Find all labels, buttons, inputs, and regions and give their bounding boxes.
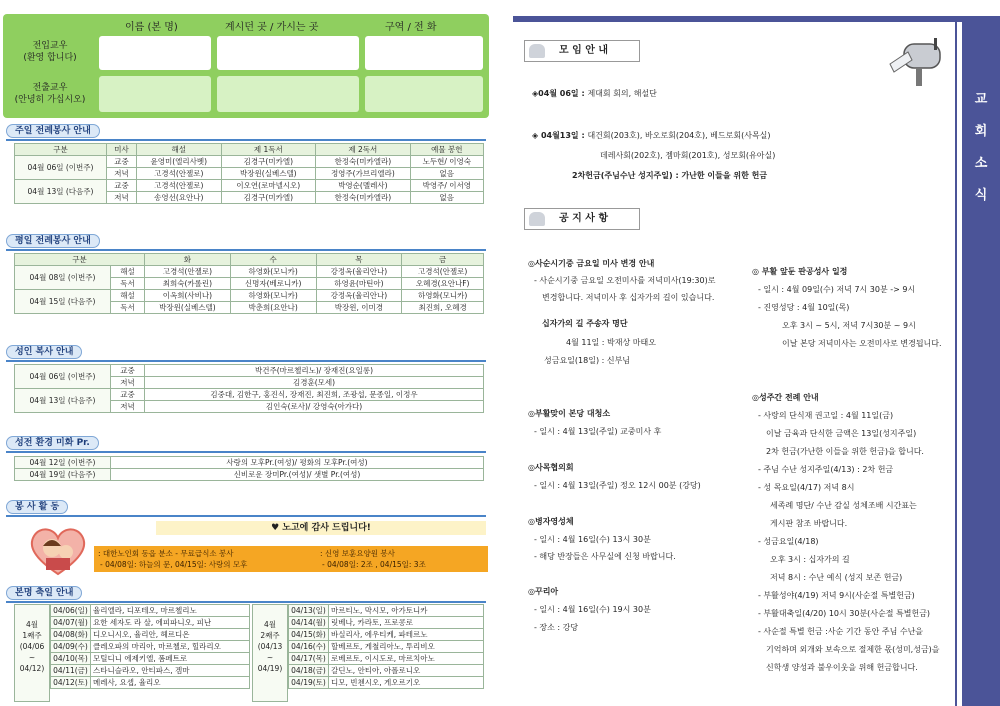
speaker-icon — [529, 212, 545, 226]
notice-g-line15: 신학생 양성과 불우이웃을 위해 헌금합니다. — [766, 663, 918, 672]
table-row: 저녁 고경석(안젤로) 박장윈(실베스텔) 정영주(가브리엘라) 없음 — [15, 168, 484, 180]
altar-section-title: 성인 복사 안내 — [6, 345, 82, 359]
notice-g-line8: - 성금요일(4/18) — [758, 537, 819, 546]
notice-f-line3: 오후 3시 ~ 5시, 저녁 7시30분 ~ 9시 — [782, 321, 916, 330]
notice-b-title: ◎부활맞이 본당 대청소 — [528, 409, 611, 418]
notice-f-line2: - 진영성당 : 4월 10일(목) — [758, 303, 850, 312]
table-header-row: 구분 미사 해설 제 1독서 제 2독서 예물 봉헌 — [15, 144, 484, 156]
meeting-line4: 2차헌금(주님수난 성지주일) : 가난한 이들을 위한 헌금 — [572, 171, 768, 180]
notice-g-line14: 기억하며 외개와 보속으로 절제한 몫(성미,성금)을 — [766, 645, 940, 654]
table-header-row: 구분 화 수 목 금 — [15, 254, 484, 266]
service-band — [94, 546, 488, 572]
notice-g-line11: - 부활성야(4/19) 저녁 9시(사순절 특별헌금) — [758, 591, 915, 600]
notice-f-line4: 이날 본당 저녁미사는 오전미사로 변경됩니다. — [782, 339, 942, 348]
table-row: 04/17(목) 로베르토, 이시도로, 마르치아노 — [289, 653, 484, 665]
table-row: 저녁 송영선(요안나) 김경구(미카엘) 한정숙(미카엘라) 없음 — [15, 192, 484, 204]
service-section-title: 봉 사 활 동 — [6, 500, 68, 514]
notice-a-sub2: 성금요일(18일) : 신부님 — [544, 356, 631, 365]
notice-f-line1: - 일시 : 4월 09일(수) 저녁 7시 30분 -> 9시 — [758, 285, 916, 294]
table-row: 저녁 김경훈(모세) — [15, 377, 484, 389]
service-right-line2: - 04/08일: 2조 , 04/15일: 3조 — [322, 560, 426, 569]
table-row: 04월 06일 (이번주) 교중 윤영미(엘리사벳) 김경구(미카엘) 한정숙(미카엘라) 노두현/ 이영숙 — [15, 156, 484, 168]
table-row: 04월 06일 (이번주) 교중 박건주(마르첼리노)/ 장재진(요일롱) — [15, 365, 484, 377]
notice-g-line3: 2차 헌금(가난한 이들을 위한 헌금)을 합니다. — [766, 447, 924, 456]
feast-week1-table — [50, 604, 250, 689]
mailbox-illustration — [886, 34, 950, 88]
side-divider — [955, 22, 957, 706]
meeting-line1: ◈04월 06일 : 제대회 회의, 해설단 — [532, 89, 657, 98]
notice-e-line2: - 장소 : 강당 — [534, 623, 579, 632]
clean-section-title: 성전 환경 미화 Pr. — [6, 436, 99, 450]
altar-section-bar — [6, 360, 486, 362]
notice-g-title: ◎성주간 전례 안내 — [752, 393, 819, 402]
meetings-title: 모 임 안 내 — [524, 40, 640, 62]
transfer-in-place-field[interactable] — [217, 36, 359, 70]
notice-a-sub1: 4월 11일 : 박재상 마태오 — [566, 338, 656, 347]
notice-a-sub: 십자가의 길 주송자 명단 — [542, 319, 628, 328]
notice-e-line1: - 일시 : 4월 16일(수) 19시 30분 — [534, 605, 651, 614]
table-row: 04/11(금) 스타니슬라오, 안티파스, 겜마 — [51, 665, 250, 677]
notice-g-line1: - 사랑의 단식재 권고일 : 4월 11일(금) — [758, 411, 894, 420]
transfer-header-zone: 구역 / 전 화 — [385, 22, 437, 33]
table-row: 독서 박장윈(실베스텔) 박춘희(요안나) 박장윈, 이미경 최진희, 오혜경 — [15, 302, 484, 314]
transfer-in-label: 전입교우 (환영 합니다) — [23, 41, 77, 63]
table-row: 04/09(수) 클레오파의 마리아, 마르첼로, 힐라리오 — [51, 641, 250, 653]
notice-d-line1: - 일시 : 4월 16일(수) 13시 30분 — [534, 535, 651, 544]
thanks-title: ♥ 노고에 감사 드립니다! — [156, 521, 486, 535]
notice-g-line10: 저녁 8시 : 수난 예식 (성지 보존 헌금) — [770, 573, 903, 582]
weekday-table — [14, 253, 484, 314]
table-row: 04/10(목) 모틸디니 에제키엘, 폼페트로 — [51, 653, 250, 665]
sunday-table — [14, 143, 484, 204]
table-row: 04/14(월) 릿베나, 카라토, 프로콩로 — [289, 617, 484, 629]
notice-a-line2: 변경합니다. 저녁미사 후 십자가의 길이 있습니다. — [542, 293, 715, 302]
notice-title: 공 지 사 항 — [524, 208, 640, 230]
notice-c-line1: - 일시 : 4월 13일(주일) 정오 12시 00분 (강당) — [534, 481, 701, 490]
table-row: 04월 15일 (다음주) 해설 이옥희(사비나) 하영화(모니카) 강정옥(율리안나) 하영화(모니카) — [15, 290, 484, 302]
notice-c-title: ◎사목협의회 — [528, 463, 574, 472]
weekday-section-bar — [6, 249, 486, 251]
transfer-header-name: 이름 (본 명) — [125, 22, 178, 33]
table-row: 04월 19일 (다음주) 신비로운 장미Pr.(여성)/ 샛별 Pr.(여성) — [15, 469, 484, 481]
feast-week1-label: 4월 1째주 (04/06 ~ 04/12) — [14, 604, 50, 702]
family-heart-illustration — [26, 522, 90, 578]
right-top-bar — [513, 16, 1000, 22]
notice-g-line5: - 성 목요일(4/17) 저녁 8시 — [758, 483, 855, 492]
meeting-line2: ◈ 04월13일 : 대건회(203호), 바오로회(204호), 베드로회(사목실) — [532, 131, 771, 140]
table-row: 저녁 김인숙(로사)/ 강영숙(아가다) — [15, 401, 484, 413]
table-row: 04/19(토) 디모, 빈첸시오, 게오르기오 — [289, 677, 484, 689]
table-row: 04월 13일 (다음주) 교중 고경석(안젤로) 이오연(로마넬시오) 박영순(멜레사) 박영주/ 이서영 — [15, 180, 484, 192]
notice-a-line1: - 사순시기중 금요일 오전미사를 저녁미사(19:30)로 — [534, 276, 716, 285]
transfer-in-name-field[interactable] — [99, 36, 211, 70]
notice-b-line1: - 일시 : 4월 13일(주일) 교중미사 후 — [534, 427, 662, 436]
sunday-section-bar — [6, 139, 486, 141]
notice-g-line4: - 주님 수난 성지주일(4/13) : 2차 헌금 — [758, 465, 894, 474]
feast-week2-table — [288, 604, 484, 689]
transfer-out-label: 전출교우 (안녕히 가십시오) — [14, 83, 86, 105]
table-row: 04/16(수) 할베르토, 게철리아노, 투리비오 — [289, 641, 484, 653]
table-row: 04월 12일 (이번주) 사랑의 모후Pr.(여성)/ 평화의 모후Pr.(여성) — [15, 457, 484, 469]
notice-d-line2: - 해당 반장들은 사무실에 신청 바랍니다. — [534, 552, 676, 561]
side-title-bar: 교 회 소 식 — [962, 22, 1000, 706]
notice-f-title: ◎ 부활 앞둔 판공성사 일정 — [752, 267, 848, 276]
table-row: 04/07(월) 요한 세자도 라 살, 에피파니오, 피난 — [51, 617, 250, 629]
notice-d-title: ◎병자영성체 — [528, 517, 574, 526]
feast-week2-label: 4월 2째주 (04/13 ~ 04/19) — [252, 604, 288, 702]
table-row: 04/12(토) 메레사, 요셉, 율리오 — [51, 677, 250, 689]
notice-g-line12: - 부활대축일(4/20) 10시 30분(사순절 특별헌금) — [758, 609, 931, 618]
notice-g-line2: 이날 금육과 단식한 금액은 13일(성지주일) — [766, 429, 917, 438]
transfer-out-name-field[interactable] — [99, 76, 211, 112]
table-row: 04/06(일) 율리엘라, 디포테오, 마르첼리노 — [51, 605, 250, 617]
table-row: 04/15(화) 바실리사, 에우티케, 파테르노 — [289, 629, 484, 641]
transfer-in-zone-field[interactable] — [365, 36, 483, 70]
transfer-out-zone-field[interactable] — [365, 76, 483, 112]
service-left-line1: : 대한노인회 동읍 분소 - 무료급식소 봉사 — [98, 549, 234, 558]
notice-g-line9: 오후 3시 : 십자가의 길 — [770, 555, 850, 564]
sunday-section-title: 주일 전례봉사 안내 — [6, 124, 100, 138]
altar-table — [14, 364, 484, 413]
transfer-box — [3, 14, 489, 118]
service-box — [6, 518, 488, 580]
clean-section-bar — [6, 451, 486, 453]
table-row: 04/08(화) 디오니시오, 율리안, 헤르디온 — [51, 629, 250, 641]
table-row: 04월 08일 (이번주) 해설 고경석(안젤로) 하영화(모니카) 강정옥(율리안나) 고경석(안젤로) — [15, 266, 484, 278]
meeting-line3: 데레사회(202호), 젬마회(201호), 성모회(유아실) — [600, 151, 776, 160]
table-row: 04월 13일 (다음주) 교중 김중대, 김한구, 홍진식, 장재진, 최진희, 조광섭, 문종일, 이정우 — [15, 389, 484, 401]
notice-g-line7: 게시판 참조 바랍니다. — [770, 519, 848, 528]
weekday-section-title: 평일 전례봉사 안내 — [6, 234, 100, 248]
transfer-out-place-field[interactable] — [217, 76, 359, 112]
feast-section-bar — [6, 601, 486, 603]
table-row: 04/13(일) 마르티노, 막시모, 아가토니카 — [289, 605, 484, 617]
service-left-line2: - 04/08일: 하늘의 문, 04/15일: 사랑의 모후 — [100, 560, 248, 569]
table-row: 독서 최희숙(카롤린) 신명자(베로니카) 하영윤(마틴아) 오혜경(요안나F) — [15, 278, 484, 290]
table-row: 04/18(금) 갈딘노, 안티아, 아폴로니오 — [289, 665, 484, 677]
speaker-icon — [529, 44, 545, 58]
service-right-line1: : 신영 보훈요양원 봉사 — [320, 549, 395, 558]
notice-g-line13: - 사순절 특별 헌금 :사순 기간 동안 주님 수난을 — [758, 627, 924, 636]
notice-a-title: ◎사순시기중 금요일 미사 변경 안내 — [528, 259, 655, 268]
notice-e-title: ◎꾸리아 — [528, 587, 559, 596]
clean-table — [14, 456, 484, 481]
notice-g-line6: 세족례 명단/ 수난 감실 성체조배 시간표는 — [770, 501, 917, 510]
service-section-bar — [6, 515, 486, 517]
feast-section-title: 본명 축일 안내 — [6, 586, 82, 600]
left-column — [0, 0, 492, 706]
transfer-header-place: 계시던 곳 / 가시는 곳 — [225, 22, 319, 33]
